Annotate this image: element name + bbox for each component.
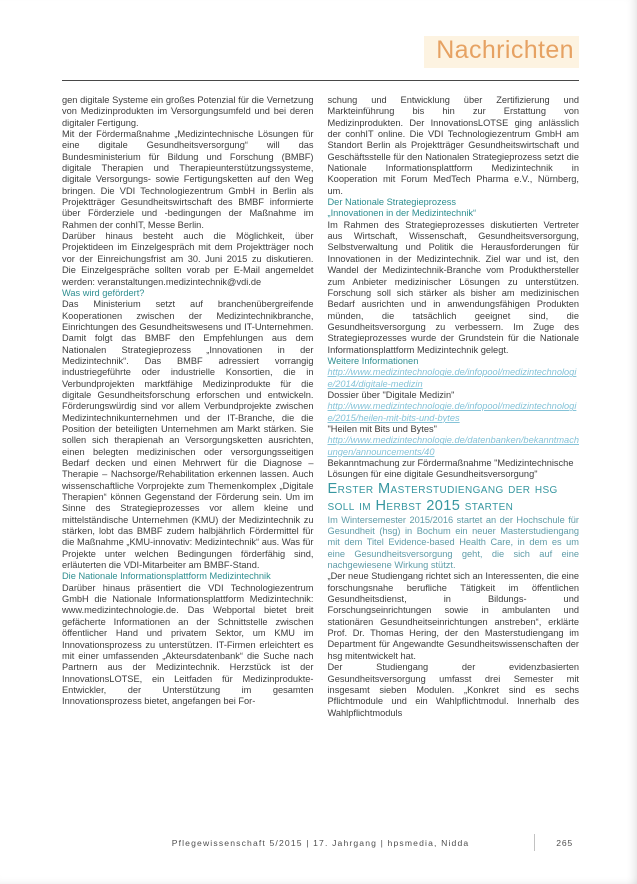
hyperlink-dossier-digitale-medizin[interactable]: http://www.medizintechnologie.de/infopool/medizintechnologie/2014/digitale-medizin — [327, 367, 577, 389]
journal-imprint: Pflegewissenschaft 5/2015 | 17. Jahrgang | hpsmedia, Nidda — [171, 838, 470, 848]
link-caption: Dossier über "Digitale Medizin" — [327, 389, 455, 400]
hyperlink-bekanntmachung[interactable]: http://www.medizintechnologie.de/datenbanken/bekanntmachungen/announcements/40 — [327, 435, 579, 457]
link-caption: "Heilen mit Bits und Bytes" — [327, 423, 437, 434]
subheading-informationsplattform: Die Nationale Informationsplattform Medizintechnik — [62, 571, 271, 582]
paragraph: Darüber hinaus präsentiert die VDI Technologiezentrum GmbH die Nationale Informationsplattform Medizintechnik: www.medizintechnologie.de. Das Webportal bietet breit gefächerte Informationen an der Schnittstelle zwischen öffentlicher Hand und privatem Sektor, um KMU im Innovationsprozess zu unterstützen. IT-Firmen erleichtert es mit einer umfassenden „Akteursdatenbank“ die Suche nach Partnern aus der Medizintechnik. Herzstück ist der InnovationsLOTSE, ein Leitfaden für Medizinprodukte-Entwickler, der Unterstützung im gesamten Innovationsprozess bietet, angefangen bei For- — [62, 582, 314, 707]
article-lead-paragraph: Im Wintersemester 2015/2016 startet an der Hochschule für Gesundheit (hsg) in Bochum ein neuer Masterstudiengang mit dem Titel Evidence-based Health Care, in dem es um eine Gesundheitsversorgung geht, die sich auf eine nachgewiesene Wirkung stützt. — [327, 514, 579, 571]
paragraph: schung und Entwicklung über Zertifizierung und Markteinführung bis hin zur Erstattung von Medizinprodukten. Der InnovationsLOTSE ging anlässlich der conhIT online. Die VDI Technologiezentrum GmbH am Standort Berlin als Projektträger Gesundheitswirtschaft und Geschäftsstelle für den Nationalen Strategieprozess setzt die Nationale Informationsplattform Medizintechnik in Kooperation mit Forum MedTech Pharma e.V., Nürnberg, um. — [327, 95, 579, 196]
page-number: 265 — [556, 838, 573, 848]
page-header — [62, 36, 579, 68]
right-column — [328, 95, 580, 719]
paragraph: Der Studiengang der evidenzbasierten Gesundheitsversorgung umfasst drei Semester mit insgesamt sieben Modulen. „Konkret sind es sechs Pflichtmodule und ein Wahlpflichtmodul. Innerhalb des Wahlpflichtmoduls — [327, 662, 579, 718]
article-title-masterstudiengang: Erster Masterstudiengang der hsg soll im Herbst 2015 starten — [327, 480, 558, 514]
paragraph: „Der neue Studiengang richtet sich an Interessenten, die eine forschungsnahe berufliche Tätigkeit im öffentlichen Gesundheitsdienst, in Bildungs- und Forschungseinrichtungen sowie in ambulanten und stationären Gesundheitseinrichtungen anstreben“, erklärte Prof. Dr. Thomas Hering, der den Masterstudiengang im Department für Angewandte Gesundheitswissenschaften der hsg mitentwickelt hat. — [327, 571, 579, 661]
paragraph: Im Rahmen des Strategieprozesses diskutierten Vertreter aus Wirtschaft, Wissenschaft, Gesundheitsversorgung, Selbstverwaltung und Politik die Herausforderungen für Innovationen in der Medizintechnik. Ziel war und ist, den Wandel der Medizintechnik-Branche vom Produkthersteller zum Anbieter medizinischer Lösungen zu unterstützen. Forschung soll sich stärker als bisher am medizinischen Bedarf ausrichten und in anwendungsfähigen Produkten münden, die tatsächlich geeignet sind, die Gesundheitsversorgung zu verbessern. Im Zuge des Strategieprozesses wurde der Grundstein für die Nationale Informationsplattform Medizintechnik gelegt. — [327, 219, 579, 355]
subheading-strategieprozess-line2: „Innovationen in der Medizintechnik“ — [327, 208, 477, 219]
paragraph: Mit der Fördermaßnahme „Medizintechnische Lösungen für eine digitale Gesundheitsversorgung“ will das Bundesministerium für Bildung und Forschung (BMBF) digitale Therapien und Therapieunterstützungssysteme, digitale Versorgungs- sowie Fertigungsketten auf den Weg bringen. Die VDI Technologiezentrum GmbH in Berlin als Projektträger Gesundheitswirtschaft des BMBF informierte über Förderziele und -bedingungen der Maßnahme im Rahmen der conhIT, Messe Berlin. — [62, 129, 314, 230]
page-footer — [62, 837, 579, 852]
subheading-strategieprozess-line1: Der Nationale Strategieprozess — [327, 197, 457, 208]
subheading-was-wird-gefoerdert: Was wird gefördert? — [62, 287, 145, 298]
footer-divider — [534, 834, 535, 851]
hyperlink-heilen-mit-bits-und-bytes[interactable]: http://www.medizintechnologie.de/infopool/medizintechnologie/2015/heilen-mit-bits-und-bytes — [327, 401, 577, 423]
header-rule — [62, 80, 579, 81]
paragraph-with-email: Darüber hinaus besteht auch die Möglichkeit, über Projektideen im Einzelgespräch mit dem Projektträger noch vor der Einreichungsfrist am 30. Juni 2015 zu diskutieren. Die Einzelgespräche sollten vorab per E-Mail angemeldet werden: veranstaltungen.medizintechnik@vdi.de — [62, 231, 314, 287]
section-title-nachrichten: Nachrichten — [424, 36, 579, 68]
link-caption: Bekanntmachung zur Fördermaßnahme "Medizintechnische Lösungen für eine digitale Gesundheitsversorgung" — [327, 458, 574, 480]
left-column — [62, 95, 314, 719]
paragraph: gen digitale Systeme ein großes Potenzial für die Vernetzung von Medizinprodukten im Versorgungsumfeld und bei deren digitaler Fertigung. — [62, 95, 314, 128]
subheading-weitere-informationen: Weitere Informationen — [327, 355, 419, 366]
paragraph: Das Ministerium setzt auf branchenübergreifende Kooperationen zwischen der Medizintechnikbranche, Einrichtungen des Gesundheitswesens und IT-Unternehmen. Damit folgt das BMBF den Empfehlungen aus dem Nationalen Strategieprozess „Innovationen in der Medizintechnik“. Das BMBF adressiert vorrangig industriegeführte oder industrielle Konsortien, die in Verbundprojekten marktfähige Medizinprodukte für die digitale Gesundheitsforschung erforschen und entwickeln. Förderungswürdig sind vor allem Verbundprojekte zwischen Medizintechnikunternehmen und der IT-Branche, die die Position der beteiligten Unternehmen am Markt stärken. Sie sollen sich therapienah an Versorgungsketten ausrichten, einen belegten medizinischen oder versorgungsseitigen Bedarf decken und einen Mehrwert für die Diagnose – Therapie – Nachsorge/Rehabilitation erkennen lassen. Auch wissenschaftliche Vorprojekte zum Themenkomplex „Digitale Therapien“ können Gegenstand der Förderung sein. Um im Sinne des Strategieprozesses vor allem kleine und mittelständische Unternehmen (KMU) der Medizintechnik zu stärken, lobt das BMBF zudem halbjährlich Fördermittel für die Maßnahme „KMU-innovativ: Medizintechnik“ aus. Was für Projekte unter welchen Bedingungen förderfähig sind, erläuterten die VDI-Mitarbeiter am BMBF-Stand. — [62, 299, 314, 571]
text-columns — [62, 95, 579, 719]
